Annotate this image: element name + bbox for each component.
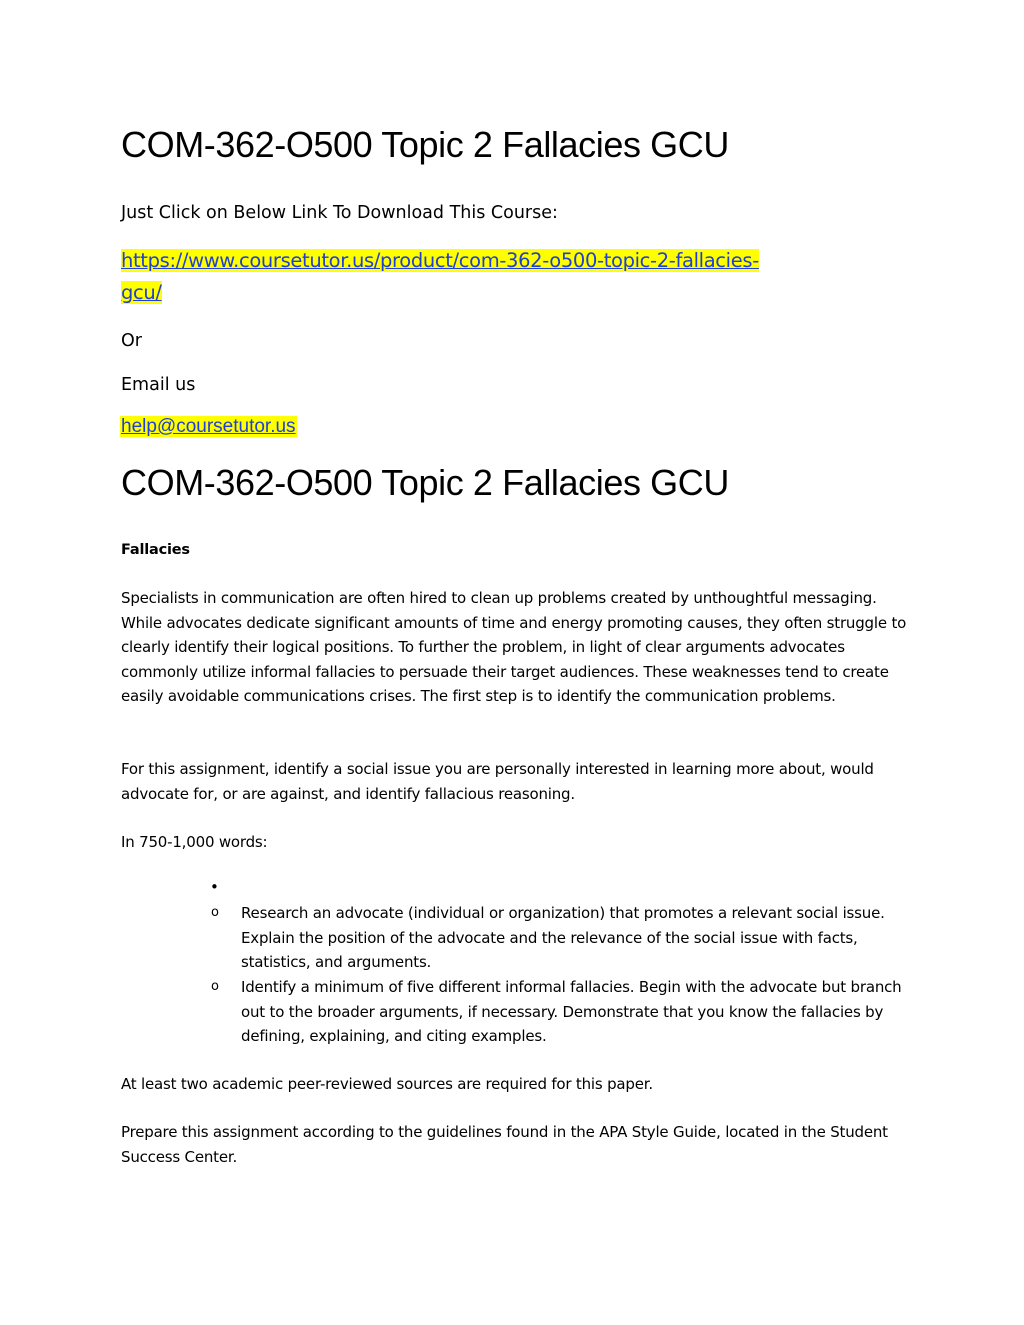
list-item: Identify a minimum of five different informal fallacies. Begin with the advocate but branch out to the broader arguments, if necessary. Demonstrate that you know the fallacies by defining, explaining, and citing examples. (241, 978, 902, 1045)
course-link-line-2[interactable]: gcu/ (121, 281, 162, 304)
paragraph-word-count: In 750-1,000 words: (121, 833, 268, 851)
paragraph-sources: At least two academic peer-reviewed sources are required for this paper. (121, 1075, 653, 1093)
paragraph-assignment: For this assignment, identify a social issue you are personally interested in learning more about, would advocate for, or are against, and identify fallacious reasoning. (121, 760, 874, 803)
list-item: Research an advocate (individual or organization) that promotes a relevant social issue. Explain the position of the advocate and the relevance of the social issue with facts, statistics, and arguments. (241, 904, 885, 971)
section-heading: Fallacies (121, 542, 190, 558)
bullet-marker: • (210, 878, 219, 896)
sub-item-marker: o (211, 979, 219, 994)
email-link-wrapper (120, 416, 297, 438)
or-text: Or (121, 331, 142, 351)
sub-item-marker: o (211, 905, 219, 920)
document-title: COM-362-O500 Topic 2 Fallacies GCU (121, 462, 729, 503)
email-link[interactable]: help@coursetutor.us (121, 416, 296, 437)
page-title: COM-362-O500 Topic 2 Fallacies GCU (121, 124, 729, 165)
course-link[interactable] (121, 245, 891, 309)
paragraph-apa: Prepare this assignment according to the guidelines found in the APA Style Guide, located in the Student Success Center. (121, 1123, 888, 1166)
course-link-line-1[interactable]: https://www.coursetutor.us/product/com-362-o500-topic-2-fallacies- (121, 249, 759, 272)
email-label: Email us (121, 375, 196, 395)
download-instruction: Just Click on Below Link To Download This Course: (121, 203, 558, 223)
paragraph-intro: Specialists in communication are often hired to clean up problems created by unthoughtful messaging. While advocates dedicate significant amounts of time and energy promoting causes, they often struggle to clearly identify their logical positions. To further the problem, in light of clear arguments advocates commonly utilize informal fallacies to persuade their target audiences. These weaknesses tend to create easily avoidable communications crises. The first step is to identify the communication problems. (121, 589, 907, 705)
